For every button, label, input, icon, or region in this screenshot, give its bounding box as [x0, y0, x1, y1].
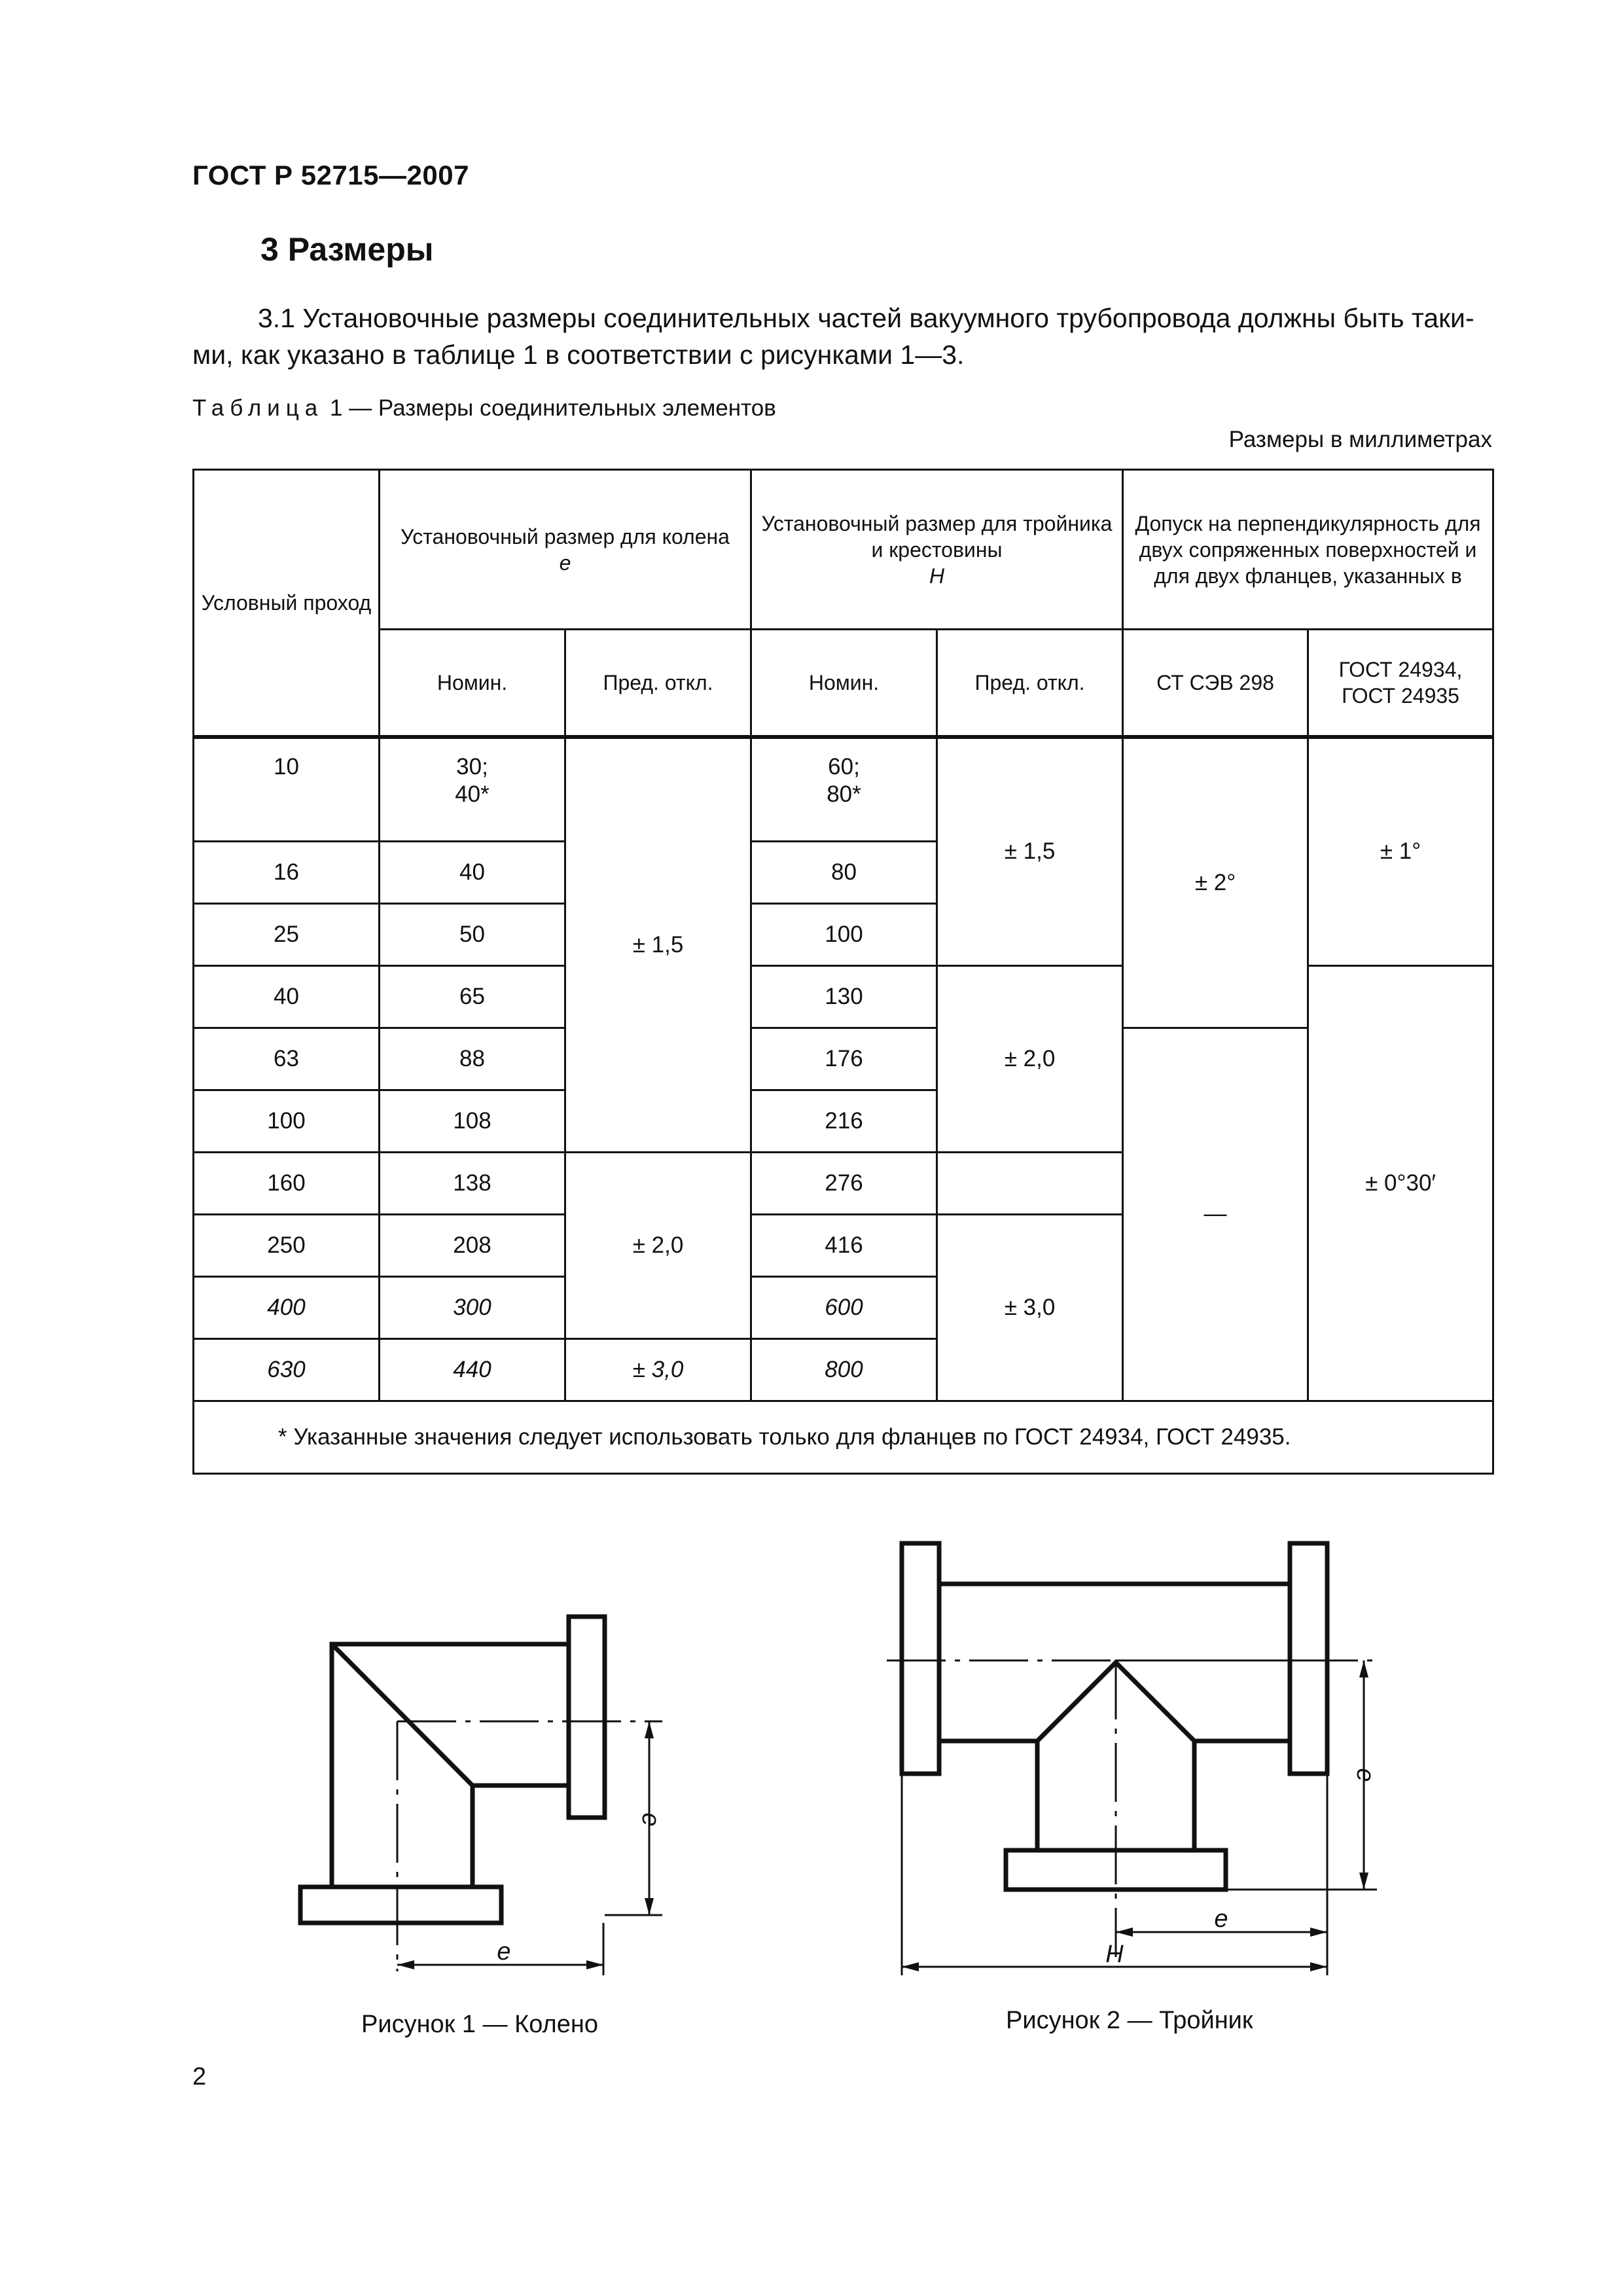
- header-dev-tee: Пред. откл.: [937, 630, 1123, 737]
- cell-h: 276: [751, 1152, 937, 1214]
- cell-e-line-1: 30;: [456, 753, 488, 780]
- header-nom-tee: Номин.: [751, 630, 937, 737]
- tee-figure: [877, 1525, 1400, 1983]
- cell-h: 176: [751, 1028, 937, 1090]
- elbow-miter-line: [332, 1644, 473, 1785]
- figure-2-caption: Рисунок 2 — Тройник: [1006, 2007, 1253, 2034]
- cell-e: 65: [380, 965, 565, 1028]
- units-note: Размеры в миллиметрах: [1228, 427, 1492, 452]
- cell-e: 138: [380, 1152, 565, 1214]
- cell-h: 800: [751, 1338, 937, 1401]
- header-dev-elbow: Пред. откл.: [565, 630, 751, 737]
- cell-sev-merged-b: —: [1123, 1028, 1308, 1401]
- cell-h-dev-merged-c: ± 3,0: [937, 1214, 1123, 1401]
- header-passage: Условный проход: [194, 470, 380, 737]
- cell-h: 100: [751, 903, 937, 965]
- cell-h: 600: [751, 1276, 937, 1338]
- tee-pipe-bottom: [939, 1662, 1290, 1741]
- header-elbow: [380, 470, 751, 630]
- cell-h: 216: [751, 1090, 937, 1152]
- elbow-label-e-vertical: e: [637, 1812, 664, 1827]
- paragraph-line-1: 3.1 Установочные размеры соединительных частей вакуумного трубопровода должны быть таки-: [258, 303, 1474, 333]
- cell-dn: 10: [194, 737, 380, 842]
- section-paragraph: [192, 300, 1492, 373]
- cell-e: 40: [380, 841, 565, 903]
- header-nom-elbow: Номин.: [380, 630, 565, 737]
- cell-h: [751, 737, 937, 842]
- arrow-icon: [645, 1898, 654, 1915]
- tee-label-e-vertical: e: [1351, 1768, 1379, 1782]
- arrow-icon: [902, 1962, 919, 1971]
- document-header: ГОСТ Р 52715—2007: [192, 160, 469, 190]
- cell-e: 88: [380, 1028, 565, 1090]
- tee-flange-left: [902, 1543, 939, 1774]
- header-elbow-text: Установочный размер для колена: [401, 524, 730, 548]
- cell-e: 440: [380, 1338, 565, 1401]
- dimensions-table: [192, 469, 1494, 1475]
- arrow-icon: [1116, 1928, 1133, 1937]
- table-footnote: * Указанные значения следует использовать только для фланцев по ГОСТ 24934, ГОСТ 24935.: [194, 1401, 1493, 1473]
- cell-dn: 250: [194, 1214, 380, 1276]
- elbow-figure: [288, 1597, 707, 2016]
- cell-e: 300: [380, 1276, 565, 1338]
- cell-h: 80: [751, 841, 937, 903]
- cell-e-dev-merged-a: ± 1,5: [565, 737, 751, 1153]
- figure-1-caption: Рисунок 1 — Колено: [361, 2011, 598, 2038]
- table-footnote-row: [194, 1401, 1493, 1473]
- cell-h: 130: [751, 965, 937, 1028]
- cell-dn: 400: [194, 1276, 380, 1338]
- header-tee: [751, 470, 1123, 630]
- cell-dn: 160: [194, 1152, 380, 1214]
- arrow-icon: [645, 1721, 654, 1738]
- table-row: [194, 737, 1493, 842]
- arrow-icon: [1310, 1962, 1327, 1971]
- cell-h-line-2: 80*: [827, 781, 861, 807]
- cell-h-dev-merged-b: ± 2,0: [937, 965, 1123, 1152]
- table-header-row-2: [194, 630, 1493, 737]
- cell-e: [380, 737, 565, 842]
- elbow-flange-horizontal: [300, 1887, 501, 1923]
- header-elbow-symbol: e: [559, 550, 571, 575]
- arrow-icon: [586, 1960, 603, 1969]
- cell-dn: 40: [194, 965, 380, 1028]
- table-row: [194, 1028, 1493, 1090]
- table-caption-text: 1 — Размеры соединительных элементов: [329, 395, 776, 421]
- cell-sev-merged-a: ± 2°: [1123, 737, 1308, 1028]
- paragraph-line-2: ми, как указано в таблице 1 в соответствии с рисунками 1—3.: [192, 340, 965, 370]
- cell-gost-merged-a: ± 1°: [1308, 737, 1493, 966]
- cell-e: 208: [380, 1214, 565, 1276]
- header-gost-line-1: ГОСТ 24934,: [1338, 657, 1463, 681]
- cell-e-dev-merged-b: ± 2,0: [565, 1152, 751, 1338]
- header-gost-line-2: ГОСТ 24935: [1342, 683, 1459, 708]
- arrow-icon: [1359, 1660, 1368, 1677]
- table-caption-label: Таблица: [192, 395, 324, 421]
- header-tolerance: Допуск на перпендикулярность для двух сопряженных поверхностей и для двух фланцев, указанных в: [1123, 470, 1493, 630]
- cell-e-line-2: 40*: [455, 781, 490, 807]
- header-gost: [1308, 630, 1493, 737]
- cell-e: 108: [380, 1090, 565, 1152]
- cell-dn: 25: [194, 903, 380, 965]
- cell-e-dev: ± 3,0: [565, 1338, 751, 1401]
- header-st-sev: СТ СЭВ 298: [1123, 630, 1308, 737]
- elbow-label-e-horizontal: e: [497, 1938, 511, 1965]
- arrow-icon: [1359, 1873, 1368, 1890]
- cell-dn: 63: [194, 1028, 380, 1090]
- tee-flange-right: [1290, 1543, 1327, 1774]
- cell-gost-merged-b: ± 0°30′: [1308, 965, 1493, 1401]
- cell-h-dev-empty: [937, 1152, 1123, 1214]
- table-caption: [192, 395, 776, 422]
- table-header-row-1: [194, 470, 1493, 630]
- section-title: 3 Размеры: [260, 231, 434, 268]
- cell-h: 416: [751, 1214, 937, 1276]
- header-tee-text: Установочный размер для тройника и крестовины: [761, 511, 1113, 562]
- arrow-icon: [397, 1960, 414, 1969]
- cell-e: 50: [380, 903, 565, 965]
- cell-dn: 16: [194, 841, 380, 903]
- tee-label-e-horizontal: e: [1214, 1905, 1228, 1933]
- arrow-icon: [1310, 1928, 1327, 1937]
- cell-dn: 100: [194, 1090, 380, 1152]
- cell-h-line-1: 60;: [828, 753, 860, 780]
- cell-dn: 630: [194, 1338, 380, 1401]
- elbow-flange-vertical: [569, 1617, 605, 1818]
- header-tee-symbol: H: [929, 564, 945, 588]
- tee-label-h: H: [1105, 1941, 1124, 1968]
- page-number: 2: [192, 2063, 207, 2090]
- cell-h-dev-merged-a: ± 1,5: [937, 737, 1123, 966]
